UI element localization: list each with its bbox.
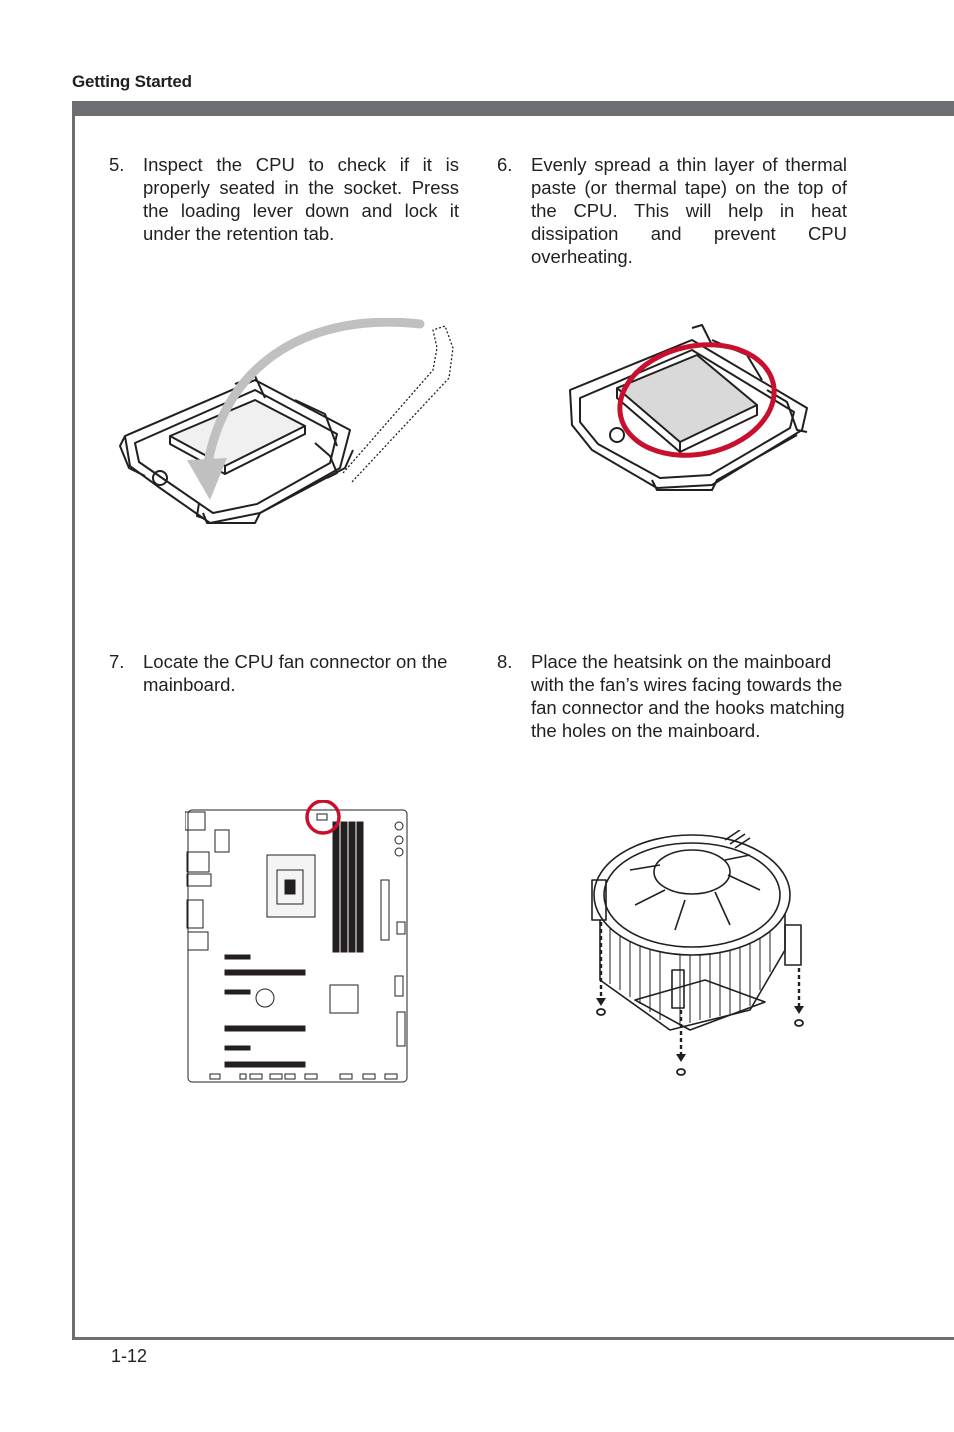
step-number: 8.	[497, 651, 513, 672]
step-text: Inspect the CPU to check if it is properly seated in the socket. Press the loading lever down and lock it under the retention tab.	[143, 154, 459, 244]
page-number: 1-12	[111, 1346, 148, 1366]
step-6	[497, 153, 847, 268]
section-title: Getting Started	[72, 72, 192, 91]
socket-lever-illustration	[115, 318, 465, 533]
step-text: Locate the CPU fan connector on the mainboard.	[143, 651, 448, 695]
left-rule	[72, 101, 75, 1340]
step-number: 7.	[109, 651, 125, 672]
step-number: 6.	[497, 154, 513, 175]
thermal-paste-illustration	[562, 320, 817, 495]
step-5	[109, 153, 459, 245]
step-7	[109, 650, 459, 696]
header-bar	[72, 101, 954, 116]
step-8	[497, 650, 847, 742]
step-text: Place the heatsink on the mainboard with the fan’s wires facing towards the fan connector and the hooks matching the holes on the mainboard.	[531, 651, 845, 741]
footer-rule	[72, 1337, 954, 1340]
heatsink-illustration	[580, 830, 815, 1080]
step-text: Evenly spread a thin layer of thermal paste (or thermal tape) on the top of the CPU. This will help in heat dissipation and prevent CPU overheating.	[531, 154, 847, 267]
mainboard-illustration	[185, 800, 410, 1085]
step-number: 5.	[109, 154, 125, 175]
